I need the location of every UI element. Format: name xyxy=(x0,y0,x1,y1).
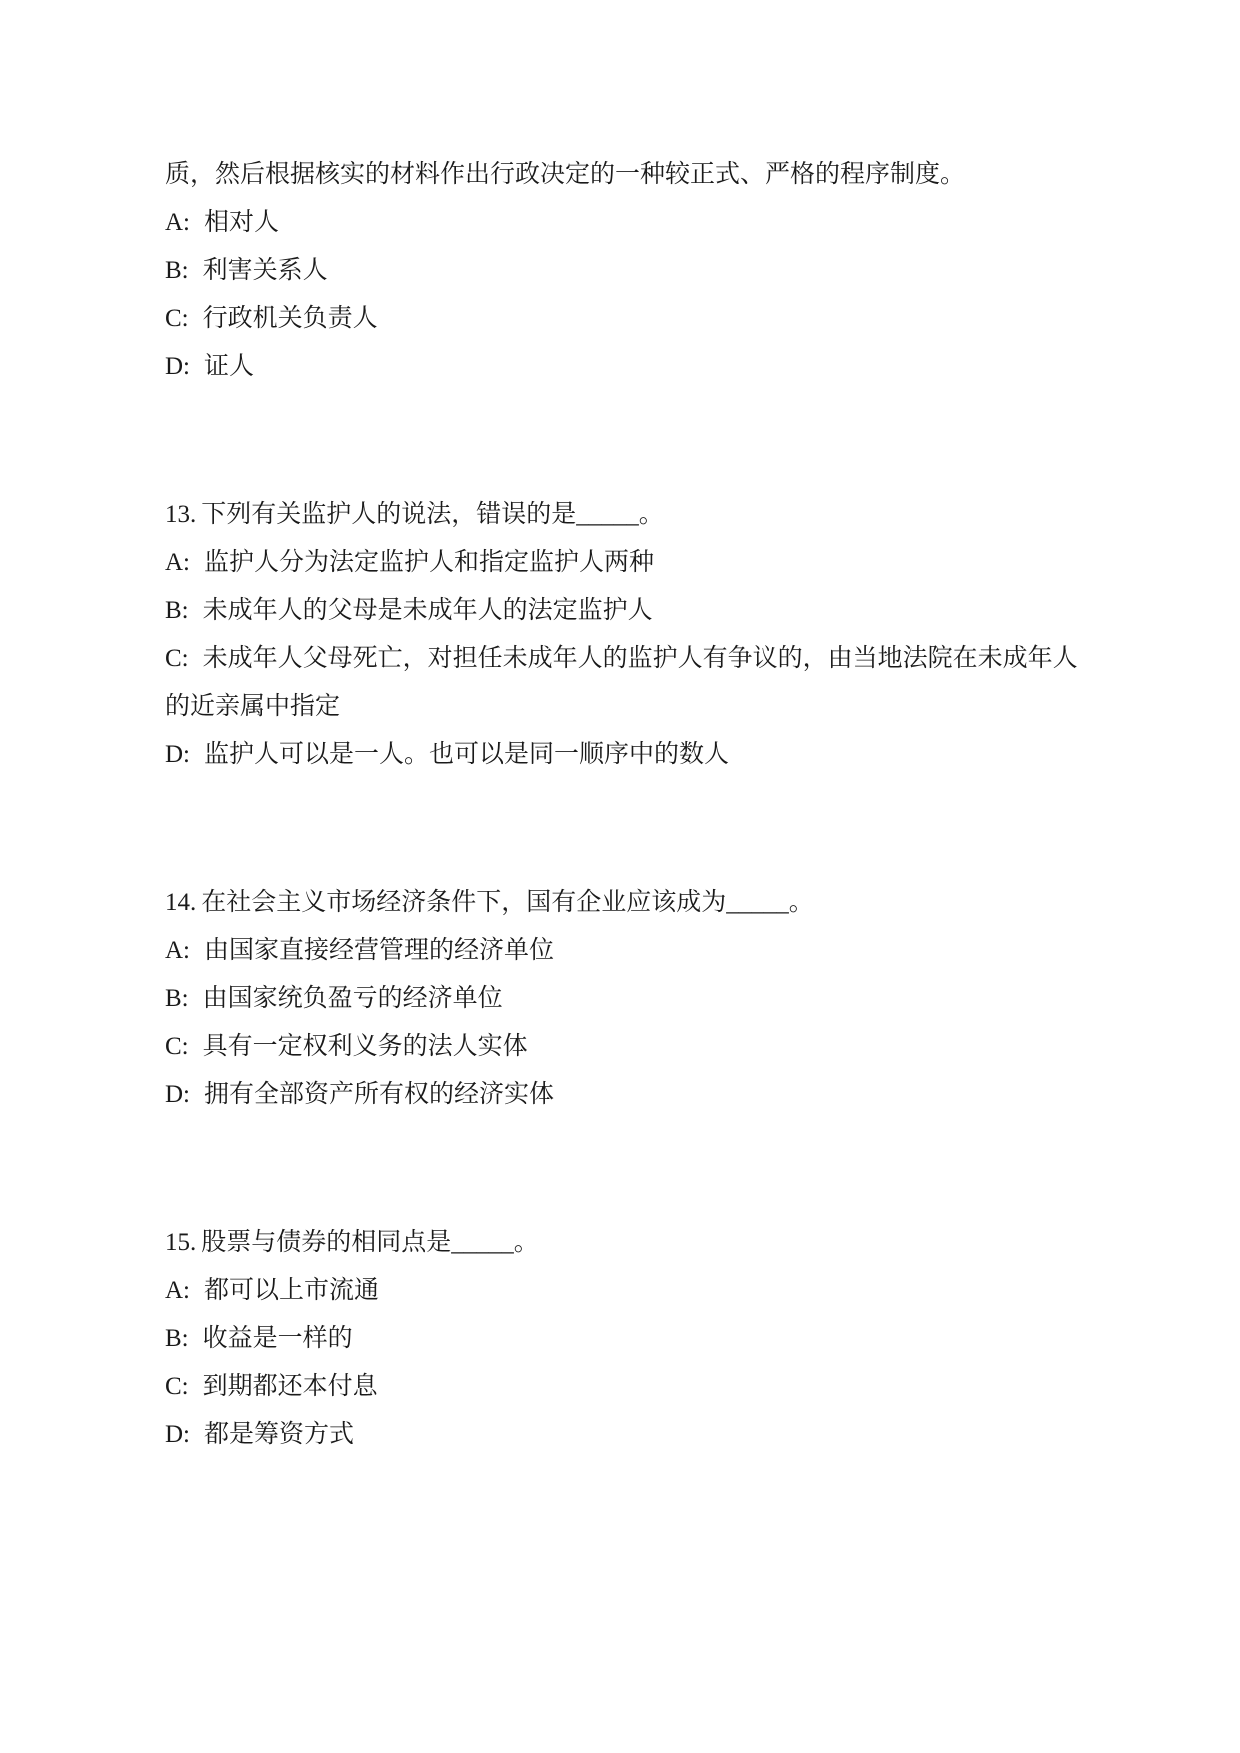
question-15-number: 15. xyxy=(165,1229,197,1256)
question-12-option-d xyxy=(165,343,1080,391)
question-15-option-a xyxy=(165,1267,1080,1315)
question-13-number: 13. xyxy=(165,501,197,528)
question-14-block xyxy=(165,879,1080,1119)
option-c-label: C: xyxy=(165,305,189,332)
option-b-text: 未成年人的父母是未成年人的法定监护人 xyxy=(202,597,653,624)
option-d-label: D: xyxy=(165,1421,190,1448)
option-b-text: 由国家统负盈亏的经济单位 xyxy=(202,985,503,1012)
option-d-label: D: xyxy=(165,353,190,380)
question-15-stem-text: 股票与债券的相同点是_____。 xyxy=(201,1229,539,1256)
option-d-text: 证人 xyxy=(204,353,255,380)
option-d-label: D: xyxy=(165,741,190,768)
option-a-label: A: xyxy=(165,1277,190,1304)
question-12-option-c xyxy=(165,295,1080,343)
question-14-option-d xyxy=(165,1071,1080,1119)
question-12-option-a xyxy=(165,199,1080,247)
option-b-label: B: xyxy=(165,597,189,624)
question-14-option-b xyxy=(165,975,1080,1023)
question-15-stem xyxy=(165,1219,1080,1267)
question-13-option-b xyxy=(165,587,1080,635)
option-b-text: 利害关系人 xyxy=(202,257,328,284)
option-d-text: 监护人可以是一人。也可以是同一顺序中的数人 xyxy=(204,741,730,768)
option-a-label: A: xyxy=(165,549,190,576)
question-12-option-b xyxy=(165,247,1080,295)
option-c-text: 未成年人父母死亡，对担任未成年人的监护人有争议的，由当地法院在未成年人的近亲属中指定 xyxy=(165,645,1078,720)
question-14-number: 14. xyxy=(165,889,197,916)
option-d-text: 拥有全部资产所有权的经济实体 xyxy=(204,1081,555,1108)
question-13-stem-text: 下列有关监护人的说法，错误的是_____。 xyxy=(201,501,664,528)
question-15-block xyxy=(165,1219,1080,1459)
question-13-block xyxy=(165,491,1080,779)
option-c-label: C: xyxy=(165,1373,189,1400)
option-a-text: 相对人 xyxy=(204,209,280,236)
question-15-option-b xyxy=(165,1315,1080,1363)
option-a-text: 由国家直接经营管理的经济单位 xyxy=(204,937,555,964)
question-12-stem-continuation: 质，然后根据核实的材料作出行政决定的一种较正式、严格的程序制度。 xyxy=(165,161,966,188)
question-12-block xyxy=(165,151,1080,391)
option-c-label: C: xyxy=(165,645,189,672)
option-a-text: 都可以上市流通 xyxy=(204,1277,380,1304)
question-13-stem xyxy=(165,491,1080,539)
option-a-text: 监护人分为法定监护人和指定监护人两种 xyxy=(204,549,655,576)
question-14-option-c xyxy=(165,1023,1080,1071)
option-c-label: C: xyxy=(165,1033,189,1060)
option-b-label: B: xyxy=(165,1325,189,1352)
option-c-text: 行政机关负责人 xyxy=(202,305,378,332)
question-14-stem xyxy=(165,879,1080,927)
question-14-option-a xyxy=(165,927,1080,975)
option-a-label: A: xyxy=(165,937,190,964)
option-d-text: 都是筹资方式 xyxy=(204,1421,355,1448)
option-d-label: D: xyxy=(165,1081,190,1108)
option-b-label: B: xyxy=(165,257,189,284)
option-a-label: A: xyxy=(165,209,190,236)
question-15-option-d xyxy=(165,1411,1080,1459)
option-c-text: 到期都还本付息 xyxy=(202,1373,378,1400)
question-13-option-c xyxy=(165,635,1080,731)
option-b-text: 收益是一样的 xyxy=(202,1325,353,1352)
question-13-option-d xyxy=(165,731,1080,779)
question-13-option-a xyxy=(165,539,1080,587)
question-14-stem-text: 在社会主义市场经济条件下，国有企业应该成为_____。 xyxy=(201,889,814,916)
option-c-text: 具有一定权利义务的法人实体 xyxy=(202,1033,528,1060)
option-b-label: B: xyxy=(165,985,189,1012)
question-15-option-c xyxy=(165,1363,1080,1411)
